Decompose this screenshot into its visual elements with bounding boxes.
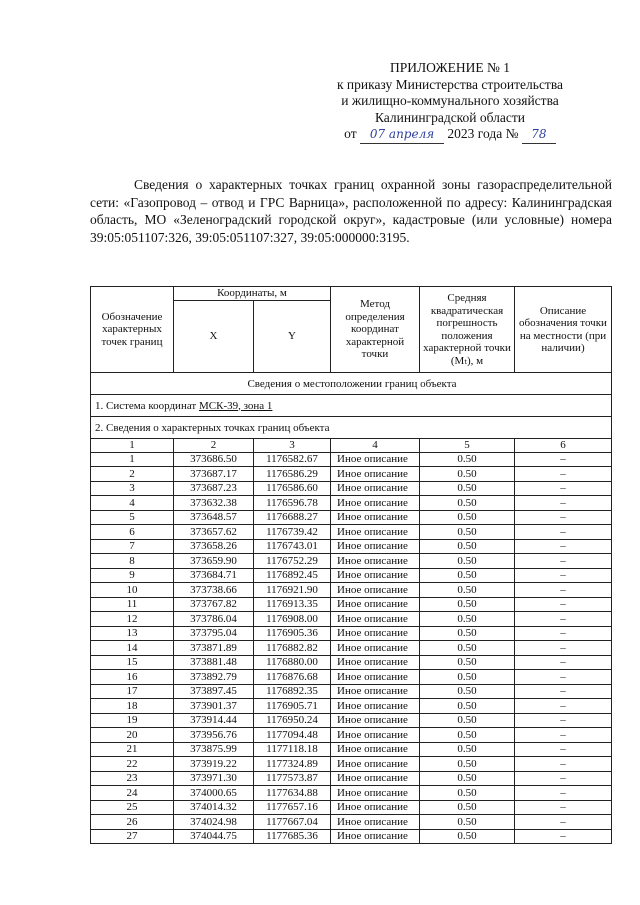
coord-y: 1176892.35 [254,684,331,699]
accuracy: 0.50 [420,655,515,670]
point-number: 12 [91,612,174,627]
coord-x: 373687.23 [174,481,254,496]
accuracy: 0.50 [420,670,515,685]
accuracy: 0.50 [420,626,515,641]
description: – [515,699,612,714]
accuracy: 0.50 [420,481,515,496]
accuracy: 0.50 [420,525,515,540]
point-number: 5 [91,510,174,525]
coord-y: 1176688.27 [254,510,331,525]
point-number: 23 [91,771,174,786]
point-number: 22 [91,757,174,772]
table-row [91,583,612,598]
table-row [91,670,612,685]
method: Иное описание [331,539,420,554]
table-row [91,626,612,641]
coord-x: 373657.62 [174,525,254,540]
date-prefix: от [344,126,357,141]
col-header-method: Метод определения координат характерной точки [331,287,420,373]
coord-y: 1177657.16 [254,800,331,815]
order-date-line [300,126,600,144]
point-number: 20 [91,728,174,743]
point-number: 6 [91,525,174,540]
point-number: 19 [91,713,174,728]
accuracy: 0.50 [420,713,515,728]
accuracy: 0.50 [420,467,515,482]
table-row [91,452,612,467]
table-row [91,467,612,482]
coord-x: 373881.48 [174,655,254,670]
table-row [91,481,612,496]
description: – [515,655,612,670]
coord-y: 1176739.42 [254,525,331,540]
description: – [515,481,612,496]
col-header-point: Обозначение характерных точек границ [91,287,174,373]
point-number: 2 [91,467,174,482]
coord-x: 373971.30 [174,771,254,786]
method: Иное описание [331,626,420,641]
coord-y: 1176905.36 [254,626,331,641]
point-number: 8 [91,554,174,569]
coord-y: 1177685.36 [254,829,331,844]
coord-y: 1176908.00 [254,612,331,627]
method: Иное описание [331,452,420,467]
coord-x: 373795.04 [174,626,254,641]
coord-x: 373892.79 [174,670,254,685]
description: – [515,525,612,540]
coord-x: 373897.45 [174,684,254,699]
table-row [91,699,612,714]
method: Иное описание [331,641,420,656]
coord-x: 373632.38 [174,496,254,511]
intro-paragraph: Сведения о характерных точках границ охранной зоны газораспределительной сети: «Газопровод – отвод и ГРС Варница», расположенной по адресу: Калининградская область, МО «Зеленоградский городской округ», кадастровые (или условные) номера 39:05:051107:326, 39:05:051107:327, 39:05:000000:3195. [90,177,612,245]
accuracy: 0.50 [420,771,515,786]
point-number: 26 [91,815,174,830]
description: – [515,554,612,569]
col-header-x: X [174,301,254,373]
description: – [515,467,612,482]
method: Иное описание [331,699,420,714]
handwritten-date: 07 апреля [360,126,444,144]
point-number: 1 [91,452,174,467]
order-line-1: к приказу Министерства строительства [336,76,564,92]
table-row [91,496,612,511]
coord-x: 373687.17 [174,467,254,482]
column-number: 4 [331,439,420,453]
description: – [515,597,612,612]
table-row [91,554,612,569]
coord-y: 1176743.01 [254,539,331,554]
method: Иное описание [331,728,420,743]
coord-y: 1176876.68 [254,670,331,685]
method: Иное описание [331,583,420,598]
coord-y: 1176882.82 [254,641,331,656]
coordinate-system-label: 1. Система координат [95,399,197,412]
accuracy: 0.50 [420,800,515,815]
point-number: 25 [91,800,174,815]
description: – [515,626,612,641]
col-header-accuracy: Средняя квадратическая погрешность положения характерной точки (Mₜ), м [420,287,515,373]
description: – [515,452,612,467]
method: Иное описание [331,684,420,699]
col-header-y: Y [254,301,331,373]
method: Иное описание [331,554,420,569]
point-number: 18 [91,699,174,714]
coord-y: 1177118.18 [254,742,331,757]
method: Иное описание [331,496,420,511]
coord-y: 1176596.78 [254,496,331,511]
accuracy: 0.50 [420,684,515,699]
method: Иное описание [331,481,420,496]
point-number: 24 [91,786,174,801]
description: – [515,786,612,801]
coordinate-system-value: МСК-39, зона 1 [198,399,273,412]
accuracy: 0.50 [420,728,515,743]
coord-x: 373919.22 [174,757,254,772]
date-suffix: 2023 года № [447,126,519,141]
coord-y: 1176752.29 [254,554,331,569]
description: – [515,684,612,699]
method: Иное описание [331,655,420,670]
coord-y: 1176921.90 [254,583,331,598]
description: – [515,800,612,815]
column-number-row [91,439,612,453]
point-number: 17 [91,684,174,699]
coord-x: 374014.32 [174,800,254,815]
coord-y: 1177634.88 [254,786,331,801]
accuracy: 0.50 [420,612,515,627]
description: – [515,641,612,656]
point-number: 9 [91,568,174,583]
order-line-2: и жилищно-коммунального хозяйства [341,93,559,108]
description: – [515,496,612,511]
table-row [91,641,612,656]
coord-x: 374044.75 [174,829,254,844]
point-number: 4 [91,496,174,511]
description: – [515,713,612,728]
table-row [91,771,612,786]
coord-y: 1177094.48 [254,728,331,743]
description: – [515,815,612,830]
point-number: 10 [91,583,174,598]
accuracy: 0.50 [420,583,515,598]
coordinate-system-row [91,395,612,417]
table-row [91,510,612,525]
point-number: 11 [91,597,174,612]
method: Иное описание [331,612,420,627]
method: Иное описание [331,568,420,583]
point-number: 27 [91,829,174,844]
method: Иное описание [331,815,420,830]
handwritten-order-number: 78 [522,126,556,144]
description: – [515,583,612,598]
method: Иное описание [331,771,420,786]
description: – [515,728,612,743]
coord-x: 373738.66 [174,583,254,598]
table-row [91,597,612,612]
col-header-coordinates: Координаты, м [174,287,331,301]
table-row [91,800,612,815]
column-number: 5 [420,439,515,453]
method: Иное описание [331,757,420,772]
coord-y: 1177324.89 [254,757,331,772]
column-number: 3 [254,439,331,453]
method: Иное описание [331,829,420,844]
table-row [91,757,612,772]
accuracy: 0.50 [420,786,515,801]
point-number: 3 [91,481,174,496]
description: – [515,757,612,772]
col-header-description: Описание обозначения точки на местности (при наличии) [515,287,612,373]
method: Иное описание [331,800,420,815]
coord-y: 1176582.67 [254,452,331,467]
order-line-3: Калининградской области [374,109,526,125]
column-number: 6 [515,439,612,453]
coord-x: 373875.99 [174,742,254,757]
table-row [91,568,612,583]
point-number: 16 [91,670,174,685]
coord-x: 373786.04 [174,612,254,627]
description: – [515,742,612,757]
method: Иное описание [331,597,420,612]
table-row [91,713,612,728]
point-number: 14 [91,641,174,656]
accuracy: 0.50 [420,568,515,583]
coord-y: 1177573.87 [254,771,331,786]
boundary-points-table [90,286,612,844]
table-title: Сведения о местоположении границ объекта [91,373,612,395]
coord-y: 1176586.29 [254,467,331,482]
accuracy: 0.50 [420,829,515,844]
point-number: 15 [91,655,174,670]
method: Иное описание [331,467,420,482]
description: – [515,568,612,583]
table-row [91,728,612,743]
method: Иное описание [331,525,420,540]
table-row [91,539,612,554]
point-number: 21 [91,742,174,757]
table-row [91,829,612,844]
description: – [515,539,612,554]
table-row [91,742,612,757]
accuracy: 0.50 [420,510,515,525]
coord-y: 1176586.60 [254,481,331,496]
coord-y: 1176880.00 [254,655,331,670]
coord-y: 1176913.35 [254,597,331,612]
description: – [515,829,612,844]
coord-x: 374000.65 [174,786,254,801]
method: Иное описание [331,510,420,525]
coord-x: 373901.37 [174,699,254,714]
coord-x: 373658.26 [174,539,254,554]
accuracy: 0.50 [420,815,515,830]
coord-y: 1176905.71 [254,699,331,714]
accuracy: 0.50 [420,699,515,714]
description: – [515,612,612,627]
coord-x: 373871.89 [174,641,254,656]
coord-x: 373684.71 [174,568,254,583]
accuracy: 0.50 [420,452,515,467]
method: Иное описание [331,786,420,801]
description: – [515,510,612,525]
method: Иное описание [331,713,420,728]
method: Иное описание [331,670,420,685]
accuracy: 0.50 [420,597,515,612]
table-row [91,612,612,627]
accuracy: 0.50 [420,742,515,757]
table-row [91,525,612,540]
coord-x: 373956.76 [174,728,254,743]
description: – [515,771,612,786]
description: – [515,670,612,685]
accuracy: 0.50 [420,539,515,554]
coord-x: 374024.98 [174,815,254,830]
accuracy: 0.50 [420,496,515,511]
table-row [91,786,612,801]
coord-x: 373648.57 [174,510,254,525]
coord-x: 373767.82 [174,597,254,612]
point-number: 7 [91,539,174,554]
appendix-title: ПРИЛОЖЕНИЕ № 1 [389,60,511,75]
coord-y: 1176892.45 [254,568,331,583]
column-number: 2 [174,439,254,453]
coord-y: 1176950.24 [254,713,331,728]
table-row [91,815,612,830]
section-2-title: 2. Сведения о характерных точках границ объекта [91,417,612,439]
point-number: 13 [91,626,174,641]
accuracy: 0.50 [420,554,515,569]
accuracy: 0.50 [420,757,515,772]
document-header [300,60,600,144]
coord-x: 373659.90 [174,554,254,569]
coord-x: 373686.50 [174,452,254,467]
table-row [91,684,612,699]
coord-x: 373914.44 [174,713,254,728]
method: Иное описание [331,742,420,757]
column-number: 1 [91,439,174,453]
accuracy: 0.50 [420,641,515,656]
coord-y: 1177667.04 [254,815,331,830]
table-row [91,655,612,670]
